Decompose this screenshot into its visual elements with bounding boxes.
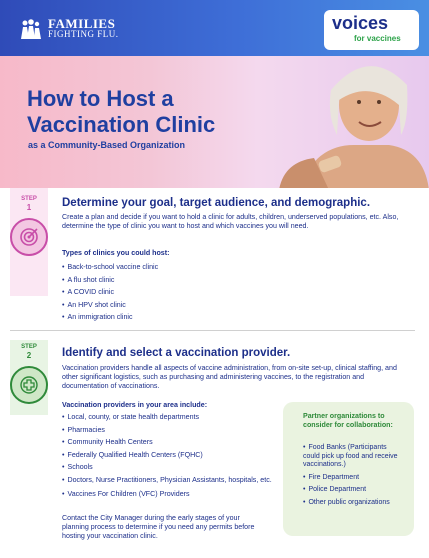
step1-description: Create a plan and decide if you want to hold a clinic for adults, children, underserved populations, etc. Also, determine the type of clinic you want to host and which vaccines you will need. (62, 213, 399, 230)
title-line2: Vaccination Clinic (27, 112, 216, 137)
partner-list (303, 444, 403, 512)
list-item: • Back-to-school vaccine clinic (62, 261, 158, 274)
list-item: • Doctors, Nurse Practitioners, Physician Assistants, hospitals, etc. (62, 476, 272, 485)
list-item: • Food Banks (Participants could pick up food and receive vaccinations.) (303, 444, 403, 470)
logo-text (48, 18, 119, 40)
list-item: • Vaccines For Children (VFC) Providers (62, 488, 272, 501)
list-item: • Federally Qualified Health Centers (FQHC) (62, 449, 272, 462)
logo-line2: FIGHTING FLU. (48, 29, 119, 39)
clinic-types-heading: Types of clinics you could host: (62, 249, 170, 257)
target-icon (10, 218, 48, 256)
list-item: • An HPV shot clinic (62, 299, 158, 312)
hero-banner (0, 0, 429, 188)
step2-label: STEP (21, 344, 37, 350)
partner-heading: Partner organizations to consider for collaboration: (303, 412, 393, 429)
voices-tagline: for vaccines (354, 34, 401, 43)
list-item: • A flu shot clinic (62, 274, 158, 287)
partner-organizations-box (283, 402, 414, 536)
list-item: • An immigration clinic (62, 311, 158, 324)
medical-cross-icon (10, 366, 48, 404)
list-item: • Pharmacies (62, 424, 272, 437)
page-title (27, 86, 215, 138)
providers-heading: Vaccination providers in your area include: (62, 401, 208, 409)
families-fighting-flu-logo (20, 18, 119, 40)
title-line1: How to Host a (27, 86, 174, 111)
step2-description: Vaccination providers handle all aspects of vaccine administration, from on-site set-up, clinical staffing, and other significant logistics, such as purchasing and administering vaccines, to the registration and documentation of vaccinations. (62, 364, 397, 390)
list-item: • Fire Department (303, 474, 403, 483)
smiling-woman-photo (259, 50, 429, 188)
step1-title: Determine your goal, target audience, and demographic. (62, 197, 371, 209)
providers-list (62, 411, 272, 500)
step1-badge (10, 196, 48, 256)
step2-number: 2 (26, 351, 32, 360)
closing-note: Contact the City Manager during the early stages of your planning process to determine if you need any permits before hosting your vaccination clinic. (62, 514, 255, 540)
list-item: • Other public organizations (303, 499, 403, 508)
step2-badge (10, 344, 48, 404)
list-item: • Local, county, or state health departments (62, 411, 272, 424)
list-item: • Schools (62, 461, 272, 474)
voices-for-vaccines-logo (324, 10, 419, 50)
page-subtitle: as a Community-Based Organization (28, 140, 186, 150)
clinic-types-list (62, 261, 158, 324)
step1-label: STEP (21, 196, 37, 202)
family-icon (20, 19, 42, 39)
list-item: • A COVID clinic (62, 286, 158, 299)
logo-line1: FAMILIES (48, 16, 116, 31)
list-item: • Police Department (303, 486, 403, 495)
section-divider (10, 330, 415, 331)
step1-number: 1 (26, 203, 32, 212)
voices-wordmark: voices (332, 13, 389, 33)
step2-title: Identify and select a vaccination provider. (62, 347, 291, 359)
list-item: • Community Health Centers (62, 436, 272, 449)
